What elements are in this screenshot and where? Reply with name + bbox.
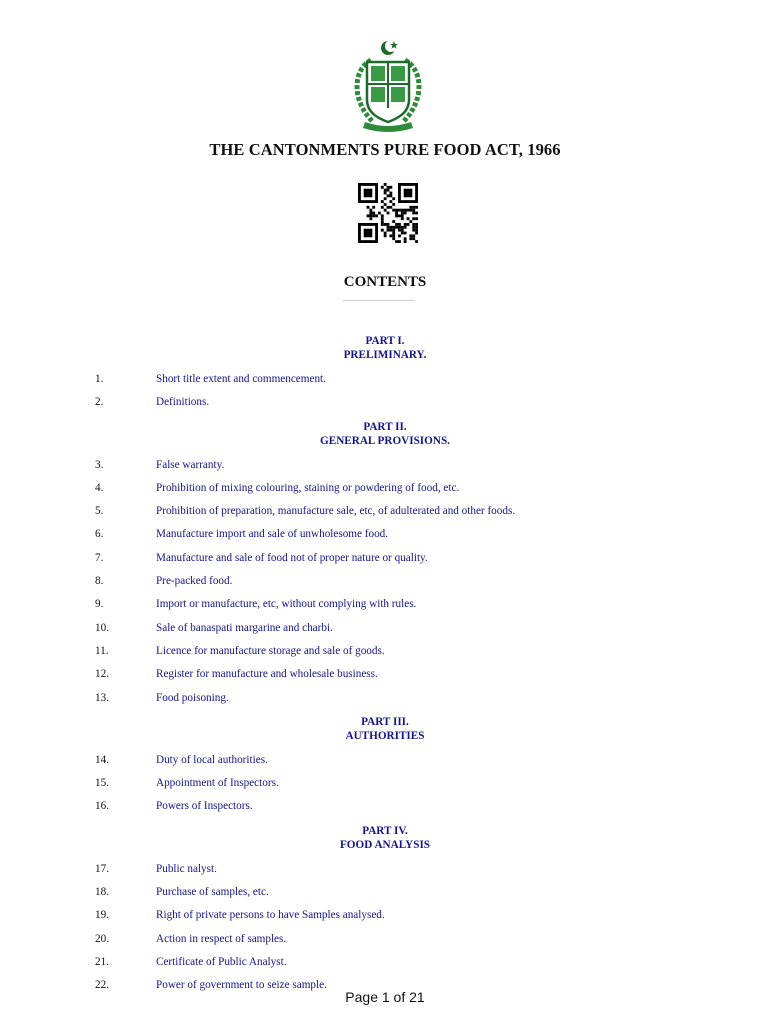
part-heading (0, 334, 770, 362)
page-footer: Page 1 of 21 (345, 989, 425, 1005)
part-heading (0, 715, 770, 743)
toc-entry[interactable] (0, 528, 770, 551)
section-link[interactable]: Register for manufacture and wholesale business. (156, 668, 378, 681)
part-number[interactable]: PART IV. (362, 824, 408, 837)
section-link[interactable]: Import or manufacture, etc, without complying with rules. (156, 598, 417, 611)
section-link[interactable]: Certificate of Public Analyst. (156, 955, 287, 968)
section-number: 13. (95, 691, 109, 704)
section-link[interactable]: Manufacture import and sale of unwholesome food. (156, 528, 389, 541)
section-number: 2. (95, 396, 104, 409)
toc-entry[interactable] (0, 692, 770, 715)
section-number: 3. (95, 458, 104, 471)
section-link[interactable]: Duty of local authorities. (156, 753, 268, 766)
section-link[interactable]: Power of government to seize sample. (156, 979, 327, 992)
toc-entry[interactable] (0, 505, 770, 528)
section-number: 14. (95, 753, 109, 766)
section-number: 15. (95, 777, 109, 790)
section-number: 20. (95, 932, 109, 945)
section-number: 19. (95, 909, 109, 922)
section-number: 12. (95, 668, 109, 681)
toc-entry[interactable] (0, 552, 770, 575)
toc-entry[interactable] (0, 886, 770, 909)
section-number: 10. (95, 621, 109, 634)
toc-entry[interactable] (0, 622, 770, 645)
section-number: 17. (95, 862, 109, 875)
section-number: 16. (95, 800, 109, 813)
section-number: 22. (95, 979, 109, 992)
part-title[interactable]: PRELIMINARY. (343, 349, 427, 361)
section-link[interactable]: Sale of banaspati margarine and charbi. (156, 621, 333, 634)
toc-entry[interactable] (0, 933, 770, 956)
table-of-contents (0, 334, 770, 1003)
toc-entry[interactable] (0, 598, 770, 621)
section-link[interactable]: Powers of Inspectors. (156, 800, 253, 813)
section-number: 21. (95, 955, 109, 968)
part-number[interactable]: PART I. (365, 335, 405, 347)
section-link[interactable]: Appointment of Inspectors. (156, 777, 279, 790)
section-number: 11. (95, 644, 109, 657)
part-title[interactable]: AUTHORITIES (345, 729, 425, 742)
toc-entry[interactable] (0, 668, 770, 691)
toc-entry[interactable] (0, 373, 770, 396)
part-number[interactable]: PART II. (363, 420, 407, 433)
toc-entry[interactable] (0, 645, 770, 668)
contents-divider (343, 300, 415, 301)
section-link[interactable]: Prohibition of mixing colouring, staining or powdering of food, etc. (156, 481, 460, 494)
qr-code-icon (357, 183, 419, 243)
section-number: 1. (95, 373, 104, 385)
section-link[interactable]: Prohibition of preparation, manufacture sale, etc, of adulterated and other foods. (156, 505, 516, 518)
toc-entry[interactable] (0, 956, 770, 979)
section-link[interactable]: Licence for manufacture storage and sale of goods. (156, 644, 385, 657)
toc-entry[interactable] (0, 482, 770, 505)
toc-entry[interactable] (0, 459, 770, 482)
toc-entry[interactable] (0, 575, 770, 598)
part-number[interactable]: PART III. (361, 715, 409, 728)
document-title: THE CANTONMENTS PURE FOOD ACT, 1966 (209, 140, 561, 159)
state-emblem-icon (343, 38, 433, 134)
section-link[interactable]: Manufacture and sale of food not of proper nature or quality. (156, 551, 428, 564)
toc-entry[interactable] (0, 396, 770, 419)
section-number: 6. (95, 528, 104, 541)
part-title[interactable]: FOOD ANALYSIS (339, 838, 431, 851)
toc-entry[interactable] (0, 777, 770, 800)
toc-entry[interactable] (0, 800, 770, 823)
section-number: 4. (95, 481, 104, 494)
section-link[interactable]: Pre-packed food. (156, 575, 233, 588)
toc-entry[interactable] (0, 754, 770, 777)
section-link[interactable]: Short title extent and commencement. (156, 373, 326, 385)
part-title[interactable]: GENERAL PROVISIONS. (320, 434, 450, 447)
section-link[interactable]: Action in respect of samples. (156, 932, 287, 945)
section-number: 9. (95, 598, 104, 611)
section-number: 5. (95, 505, 104, 518)
section-number: 18. (95, 886, 109, 899)
part-heading (0, 420, 770, 448)
section-link[interactable]: Purchase of samples, etc. (156, 886, 269, 899)
section-number: 8. (95, 575, 104, 588)
toc-entry[interactable] (0, 863, 770, 886)
toc-entry[interactable] (0, 909, 770, 932)
contents-heading: CONTENTS (343, 274, 427, 290)
part-heading (0, 824, 770, 852)
section-link[interactable]: Definitions. (156, 396, 210, 409)
section-number: 7. (95, 551, 104, 564)
section-link[interactable]: Right of private persons to have Samples analysed. (156, 909, 385, 922)
section-link[interactable]: False warranty. (156, 458, 225, 471)
section-link[interactable]: Food poisoning. (156, 691, 229, 704)
section-link[interactable]: Public nalyst. (156, 862, 217, 875)
